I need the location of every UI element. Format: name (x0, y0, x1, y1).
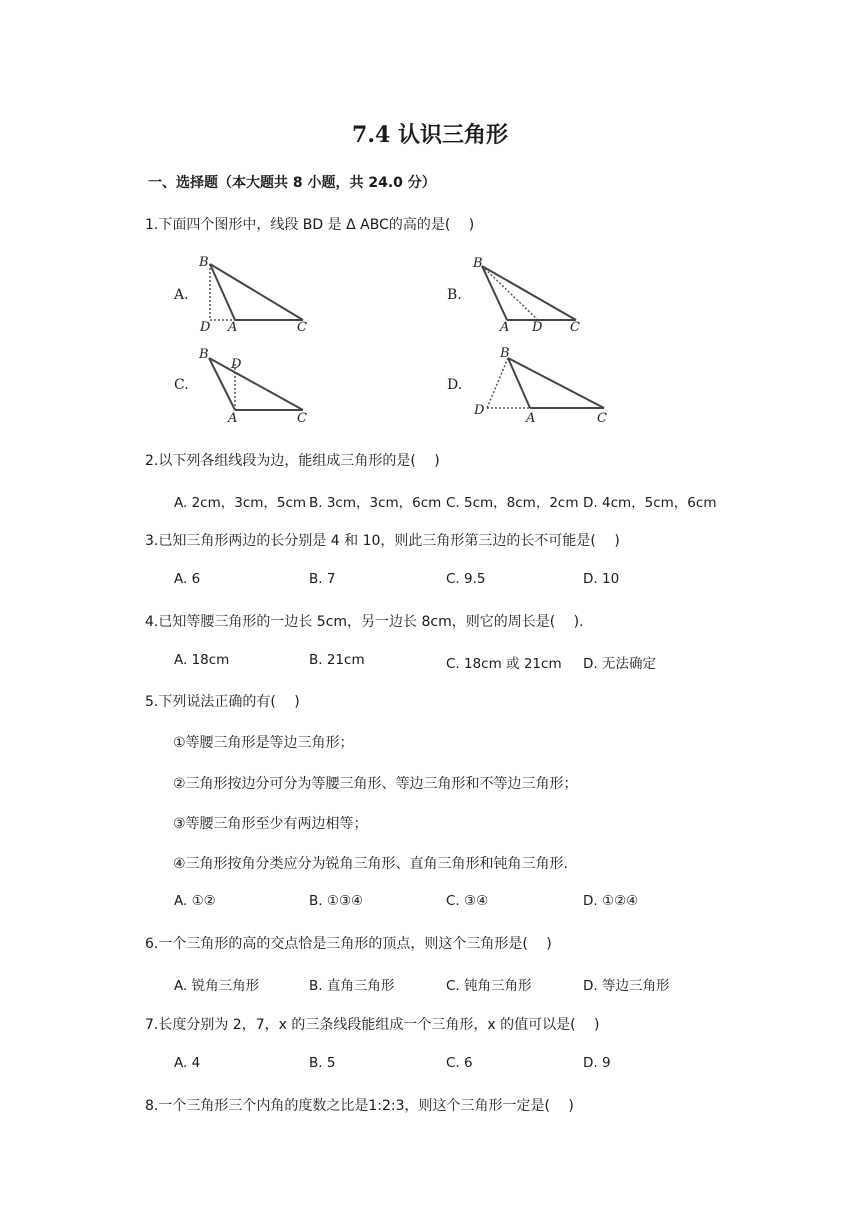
vertex-label-c: C (297, 320, 307, 334)
vertex-label-d: D (532, 320, 543, 334)
q5-option-d[interactable]: D. ①②④ (583, 893, 639, 909)
q3-option-a[interactable]: A. 6 (174, 571, 201, 587)
q1-option-a-label: A. (174, 287, 189, 303)
q6-option-c[interactable]: C. 钝角三角形 (446, 978, 532, 994)
q5-option-a[interactable]: A. ①② (174, 893, 216, 909)
q5-option-b[interactable]: B. ①③④ (309, 893, 364, 909)
q1-option-b-label: B. (447, 287, 462, 303)
q1-option-c-label: C. (174, 377, 189, 393)
q7-option-b[interactable]: B. 5 (309, 1055, 336, 1071)
question-5-stem: 5.下列说法正确的有( ) (145, 694, 300, 710)
q7-option-a[interactable]: A. 4 (174, 1055, 201, 1071)
q6-option-a[interactable]: A. 锐角三角形 (174, 978, 260, 994)
q4-option-a[interactable]: A. 18cm (174, 652, 230, 668)
q2-option-a[interactable]: A. 2cm，3cm，5cm (174, 495, 307, 511)
q1-option-d-label: D. (447, 377, 463, 393)
q1-figure-d (470, 342, 610, 426)
q7-option-d[interactable]: D. 9 (583, 1055, 611, 1071)
q3-option-b[interactable]: B. 7 (309, 571, 336, 587)
vertex-label-d: D (231, 357, 242, 372)
vertex-label-a: A (228, 411, 238, 426)
side-bc (210, 264, 303, 320)
question-7-stem: 7.长度分别为 2，7，x 的三条线段能组成一个三角形，x 的值可以是( ) (145, 1017, 600, 1033)
question-1-stem: 1.下面四个图形中，线段 BD 是 Δ ABC的高的是( ) (145, 217, 475, 233)
q1-figure-c (195, 342, 315, 426)
dashed-line-bd (487, 358, 508, 408)
side-ba (508, 358, 530, 408)
section-heading: 一、选择题（本大题共 8 小题，共 24.0 分） (148, 175, 436, 191)
question-3-stem: 3.已知三角形两边的长分别是 4 和 10，则此三角形第三边的长不可能是( ) (145, 533, 620, 549)
vertex-label-a: A (228, 320, 238, 334)
q4-option-c[interactable]: C. 18cm 或 21cm (446, 656, 562, 672)
q3-option-c[interactable]: C. 9.5 (446, 571, 486, 587)
side-bc (508, 358, 604, 408)
vertex-label-b: B (199, 347, 209, 362)
vertex-label-d: D (200, 320, 211, 334)
vertex-label-d: D (474, 403, 485, 418)
vertex-label-a: A (500, 320, 510, 334)
question-8-stem: 8.一个三角形三个内角的度数之比是1:2:3，则这个三角形一定是( ) (145, 1098, 574, 1114)
q2-option-b[interactable]: B. 3cm，3cm，6cm (309, 495, 442, 511)
vertex-label-c: C (597, 411, 607, 426)
q2-option-d[interactable]: D. 4cm，5cm，6cm (583, 495, 717, 511)
vertex-label-b: B (473, 256, 483, 271)
q6-option-d[interactable]: D. 等边三角形 (583, 978, 670, 994)
question-2-stem: 2.以下列各组线段为边，能组成三角形的是( ) (145, 453, 440, 469)
vertex-label-b: B (199, 255, 209, 270)
q1-figure-b (470, 252, 590, 334)
q2-option-c[interactable]: C. 5cm，8cm，2cm (446, 495, 579, 511)
page-title: 7.4 认识三角形 (352, 122, 508, 148)
question-4-stem: 4.已知等腰三角形的一边长 5cm，另一边长 8cm，则它的周长是( ). (145, 614, 584, 630)
q5-statement-3: ③等腰三角形至少有两边相等； (173, 816, 368, 832)
q5-option-c[interactable]: C. ③④ (446, 893, 489, 909)
q7-option-c[interactable]: C. 6 (446, 1055, 473, 1071)
vertex-label-c: C (297, 411, 307, 426)
vertex-label-a: A (526, 411, 536, 426)
vertex-label-b: B (500, 346, 510, 361)
q5-statement-1: ①等腰三角形是等边三角形； (173, 735, 354, 751)
q5-statement-4: ④三角形按角分类应分为锐角三角形、直角三角形和钝角三角形. (173, 856, 568, 872)
q4-option-d[interactable]: D. 无法确定 (583, 656, 656, 672)
q4-option-b[interactable]: B. 21cm (309, 652, 365, 668)
q1-figure-a (195, 252, 315, 334)
vertex-label-c: C (570, 320, 580, 334)
q3-option-d[interactable]: D. 10 (583, 571, 620, 587)
q5-statement-2: ②三角形按边分可分为等腰三角形、等边三角形和不等边三角形； (173, 776, 578, 792)
q6-option-b[interactable]: B. 直角三角形 (309, 978, 395, 994)
question-6-stem: 6.一个三角形的高的交点恰是三角形的顶点，则这个三角形是( ) (145, 936, 552, 952)
